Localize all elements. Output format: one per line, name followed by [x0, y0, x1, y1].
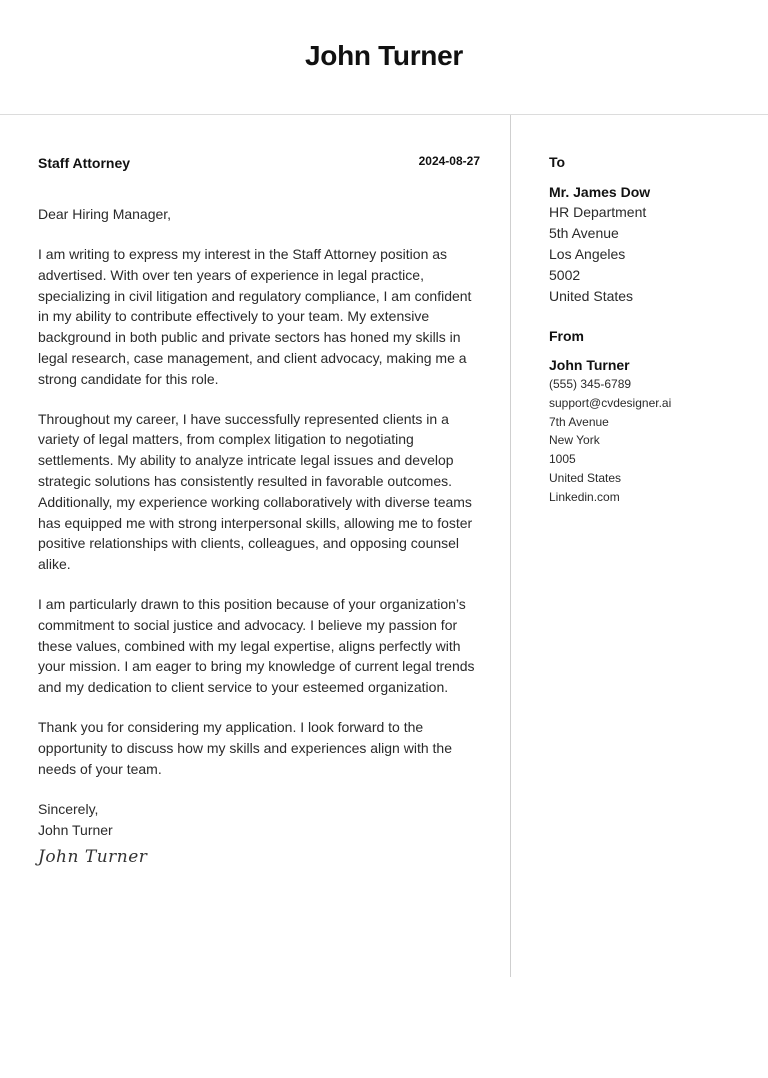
sender-name: John Turner: [549, 357, 630, 373]
recipient-department: HR Department: [549, 204, 647, 220]
sender-heading: From: [549, 328, 584, 344]
recipient-street: 5th Avenue: [549, 225, 619, 241]
salutation: Dear Hiring Manager,: [38, 206, 172, 222]
closing-phrase: Sincerely,: [38, 801, 99, 818]
recipient-heading: To: [549, 154, 566, 170]
page-header: [0, 0, 768, 115]
column-divider: [510, 115, 511, 977]
sender-phone: (555) 345-6789: [549, 377, 632, 391]
job-title: Staff Attorney: [38, 155, 131, 171]
handwritten-signature: John Turner: [38, 847, 148, 868]
sender-country: United States: [549, 470, 622, 485]
applicant-name-title: John Turner: [305, 40, 463, 71]
letter-body: [38, 152, 482, 867]
sender-city: New York: [549, 433, 600, 448]
closing-block: [38, 799, 482, 841]
recipient-country: United States: [549, 288, 634, 304]
recipient-postal-code: 5002: [549, 267, 581, 283]
recipient-block: [549, 152, 749, 307]
letter-meta-row: [38, 152, 482, 174]
paragraph-4: Thank you for considering my application. I look forward to the opportunity to discuss how my skills and experiences align with the needs of your team.: [38, 718, 452, 777]
recipient-name: Mr. James Dow: [549, 184, 651, 200]
paragraph-3: I am particularly drawn to this position because of your organization’s commitment to social justice and advocacy. I believe my passion for these values, combined with my legal expertise, aligns perfectly with your mission. I am eager to bring my knowledge of current legal trends and my dedication to client service to your esteemed organization.: [38, 595, 475, 696]
sender-email: support@cvdesigner.ai: [549, 395, 672, 410]
recipient-city: Los Angeles: [549, 246, 626, 262]
sender-postal-code: 1005: [549, 452, 576, 467]
contact-sidebar: [549, 152, 749, 507]
letter-date: 2024-08-27: [418, 154, 480, 168]
paragraph-1: I am writing to express my interest in the Staff Attorney position as advertised. With over ten years of experience in legal practice, specializing in civil litigation and regulatory compliance, I am confident in my ability to contribute effectively to your team. My extensive background in both public and private sectors has honed my skills in legal research, case management, and client advocacy, making me a strong candidate for this role.: [38, 246, 472, 387]
sender-block: [549, 326, 749, 507]
closing-name: John Turner: [38, 822, 113, 839]
sender-street: 7th Avenue: [549, 414, 609, 429]
paragraph-2: Throughout my career, I have successfully represented clients in a variety of legal matters, from complex litigation to negotiating settlements. My ability to analyze intricate legal issues and develop strategic solutions has consistently resulted in favorable outcomes. Additionally, my experience working collaboratively with diverse teams has equipped me with strong interpersonal skills, allowing me to foster positive relationships with clients, colleagues, and opposing counsel alike.: [38, 410, 473, 573]
sender-linkedin: Linkedin.com: [549, 489, 620, 504]
